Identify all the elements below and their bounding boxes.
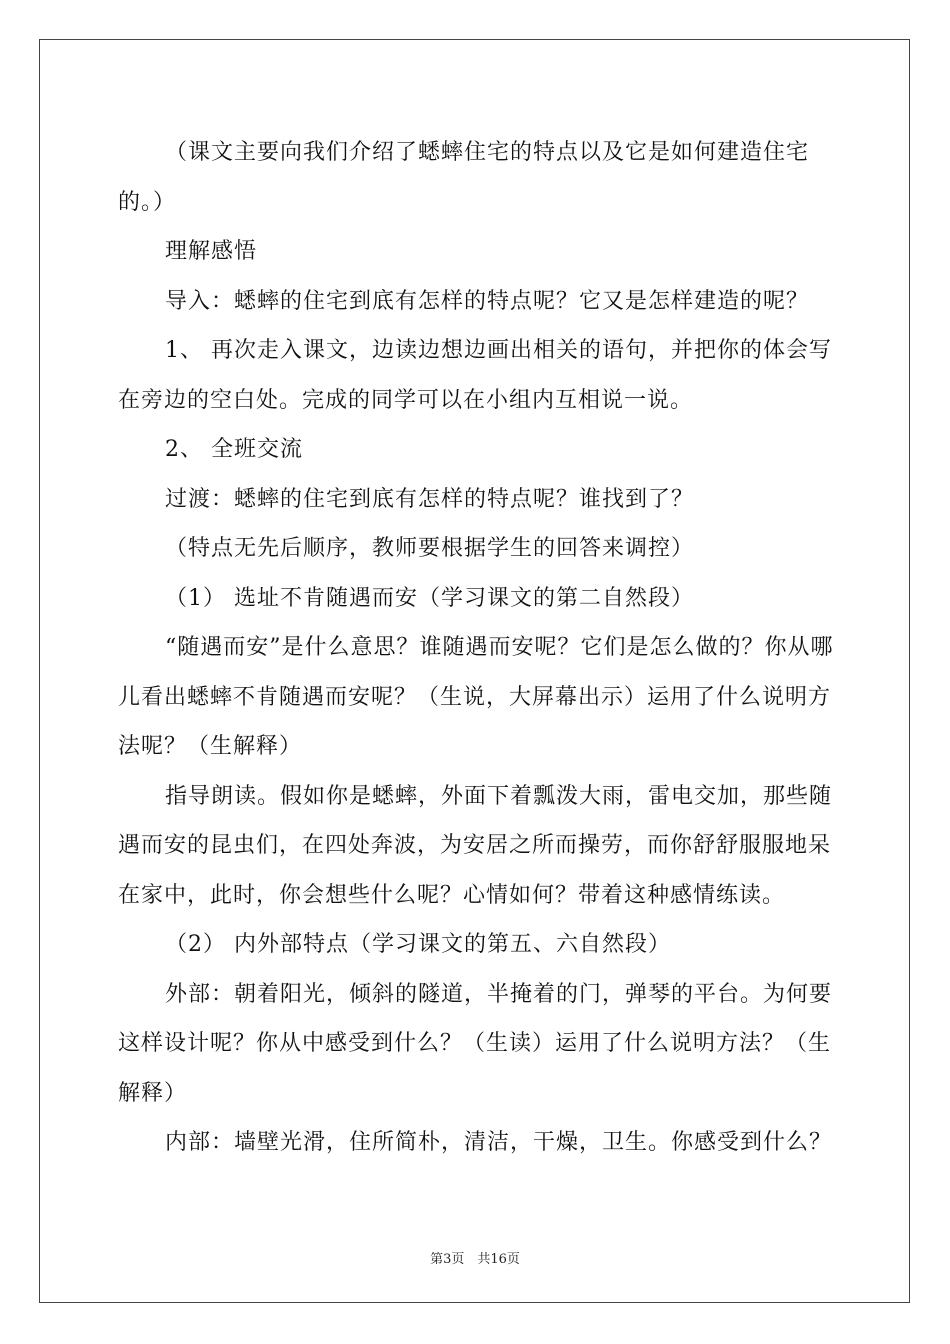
paragraph-8: （1） 选址不肯随遇而安（学习课文的第二自然段） [165,585,694,611]
paragraph-2: 理解感悟 [165,239,258,264]
document-body [118,128,834,1168]
paragraph-1: （课文主要向我们介绍了蟋蟀住宅的特点以及它是如何建造住宅的。） [118,140,810,215]
paragraph-13: 内部：墙壁光滑，住所简朴，清洁，干燥，卫生。你感受到什么？ [165,1130,833,1155]
paragraph-5: 2、 全班交流 [165,437,303,462]
paragraph-12: 外部：朝着阳光，倾斜的隧道，半掩着的门，弹琴的平台。为何要这样设计呢？你从中感受到什么？（生读）运用了什么说明方法？（生解释） [118,981,833,1106]
page-footer: 第3页 共16页 [430,1252,520,1267]
paragraph-3: 导入：蟋蟀的住宅到底有怎样的特点呢？它又是怎样建造的呢？ [165,288,810,314]
paragraph-10: 指导朗读。假如你是蟋蟀，外面下着瓢泼大雨，雷电交加，那些随遇而安的昆虫们，在四处奔波，为安居之所而操劳，而你舒舒服服地呆在家中，此时，你会想些什么呢？心情如何？带着这种感情练读。 [118,783,833,908]
paragraph-11: （2） 内外部特点（学习课文的第五、六自然段） [165,932,671,957]
paragraph-9: “随遇而安”是什么意思？谁随遇而安呢？它们是怎么做的？你从哪儿看出蟋蟀不肯随遇而安呢？（生说，大屏幕出示）运用了什么说明方法呢？（生解释） [118,635,834,759]
paragraph-7: （特点无先后顺序，教师要根据学生的回答来调控） [165,536,695,561]
paragraph-4: 1、 再次走入课文，边读边想边画出相关的语句，并把你的体会写在旁边的空白处。完成的同学可以在小组内互相说一说。 [118,338,832,413]
paragraph-6: 过渡：蟋蟀的住宅到底有怎样的特点呢？谁找到了？ [165,486,695,512]
